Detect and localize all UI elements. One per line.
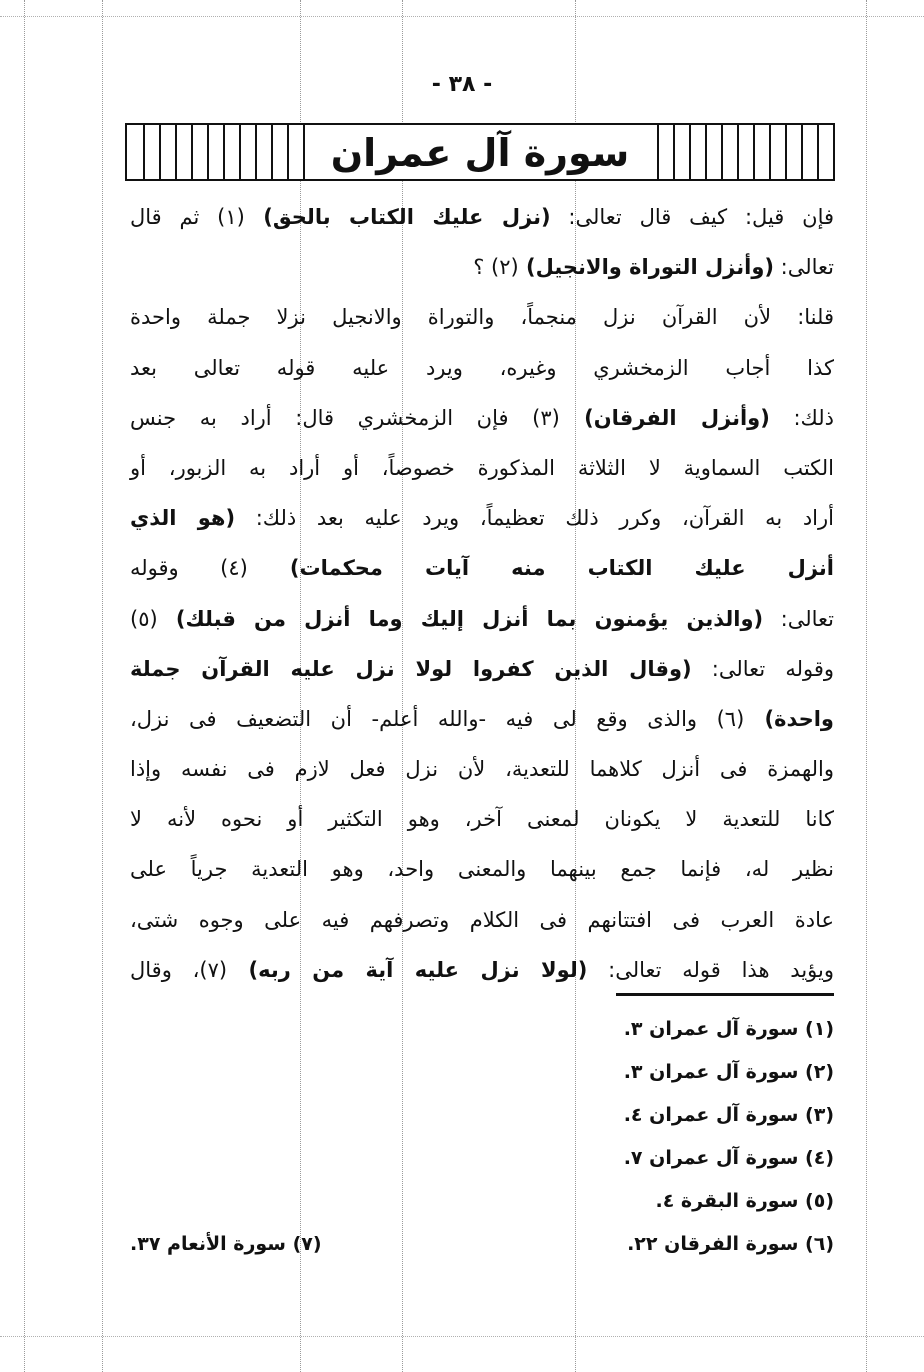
text-segment: وقوله تعالى: [691,656,834,681]
footnote: (٧) سورة الأنعام ٣٧. [130,1233,322,1255]
text-line [130,242,834,292]
guide-line [0,16,924,17]
text-segment: تعالى: [773,255,834,280]
footnote-rule [616,993,834,996]
text-line [130,393,834,443]
quran-quote: (لولا نزل عليه آية من ربه) [227,957,588,982]
text-line [130,343,834,393]
text-segment: ذلك: [769,405,835,430]
footnote-row [130,1008,834,1051]
quran-quote: أنزل عليك الكتاب منه آيات محكمات) [247,556,835,581]
text-segment: عادة العرب فى افتتانهم فى الكلام وتصرفهم فيه على وجوه شتى، [130,907,834,932]
footnote: (٦) سورة الفرقان ٢٢. [627,1233,834,1255]
text-segment: (٧)، وقال [130,957,228,982]
text-line [130,694,834,744]
text-line [130,895,834,945]
guide-line [866,0,867,1372]
text-line [130,443,834,493]
text-segment: ويؤيد هذا قوله تعالى: [587,957,835,982]
text-segment: (٤) وقوله [130,556,248,581]
text-line [130,493,834,543]
footnote-row [130,1223,834,1266]
text-segment: والهمزة فى أنزل كلاهما للتعدية، لأن نزل فعل لازم فى نفسه وإذا [130,757,834,782]
text-line [130,794,834,844]
text-segment: (٥) [130,606,158,631]
footnote-row [130,1137,834,1180]
footnote-row [130,1180,834,1223]
footnote: (٣) سورة آل عمران ٤. [623,1104,834,1126]
chapter-title: سورة آل عمران [315,127,646,179]
page-number: - ٣٨ - [431,72,493,97]
quran-quote: (هو الذي [130,506,236,531]
guide-line [0,1336,924,1337]
text-line [130,744,834,794]
text-line [130,192,834,242]
text-segment: كانا للتعدية لا يكونان لمعنى آخر، وهو التكثير أو نحوه لأنه لا [130,807,834,832]
text-segment: قلنا: لأن القرآن نزل منجماً، والتوراة والانجيل نزلا جملة واحدة [130,305,834,330]
text-line [130,543,834,593]
quran-quote: واحدة) [744,706,834,731]
text-segment: فإن قيل: كيف قال تعالى: [550,205,834,229]
footnote-row [130,1094,834,1137]
quran-quote: (والذين يؤمنون بما أنزل إليك وما أنزل من قبلك) [157,606,764,631]
text-segment: (٦) والذى وقع لى فيه -والله أعلم- أن التضعيف فى نزل، [130,706,745,731]
guide-line [24,0,25,1372]
text-segment: الكتب السماوية لا الثلاثة المذكورة خصوصاً، أو أراد به الزبور، أو [130,455,834,480]
footnote: (٥) سورة البقرة ٤. [655,1190,834,1212]
text-segment: (٢) ؟ [473,255,519,280]
footnotes [130,1008,834,1266]
footnote: (٤) سورة آل عمران ٧. [623,1147,834,1169]
chapter-title-box [125,123,835,181]
footnote: (٢) سورة آل عمران ٣. [623,1061,834,1083]
body-text [130,192,834,995]
text-line [130,594,834,644]
footnote: (١) سورة آل عمران ٣. [623,1018,834,1040]
quran-quote: (نزل عليك الكتاب بالحق) [244,205,551,229]
text-line [130,644,834,694]
text-segment: كذا أجاب الزمخشري وغيره، ويرد عليه قوله تعالى بعد [130,355,834,380]
text-segment: (١) ثم قال [130,205,245,229]
text-segment: نظير له، فإنما جمع بينهما والمعنى واحد، وهو التعدية جرياً على [130,857,834,882]
text-line [130,945,834,995]
text-line [130,292,834,342]
footnote-row [130,1051,834,1094]
guide-line [102,0,103,1372]
quran-quote: (وقال الذين كفروا لولا نزل عليه القرآن جملة [130,656,692,681]
text-segment: تعالى: [763,606,834,631]
quran-quote: (وأنزل الفرقان) [559,405,770,430]
text-segment: (٣) فإن الزمخشري قال: أراد به جنس [130,405,560,430]
text-segment: أراد به القرآن، وكرر ذلك تعظيماً، ويرد عليه بعد ذلك: [235,506,834,531]
text-line [130,844,834,894]
quran-quote: (وأنزل التوراة والانجيل) [518,255,774,280]
